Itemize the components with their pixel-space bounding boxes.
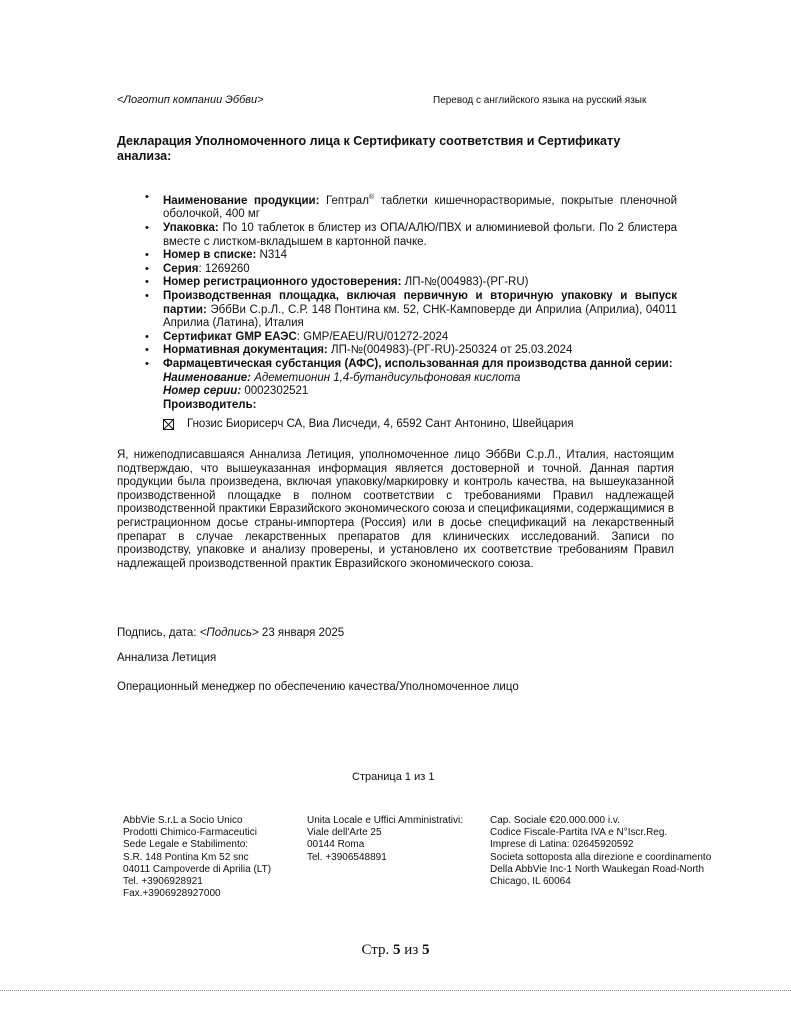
logo-placeholder: <Логотип компании Эббви>	[117, 94, 264, 106]
footer-line: AbbVie S.r.L a Socio Unico	[123, 815, 243, 826]
footer-line: Fax.+3906928927000	[123, 888, 221, 900]
footer-line: Societa sottoposta alla direzione e coordinamento	[490, 851, 712, 863]
footer-line: Codice Fiscale-Partita IVA e N°Iscr.Reg.	[490, 827, 668, 839]
list-item	[134, 358, 677, 372]
list-item	[134, 249, 677, 263]
api-name-label: Наименование:	[163, 371, 251, 384]
footer-column-company	[123, 815, 271, 900]
item-text: По 10 таблеток в блистер из ОПА/АЛЮ/ПВХ и алюминиевой фольги. По 2 блистера вместе с листком-вкладышем в картонной пачке.	[163, 222, 677, 248]
signer-role: Операционный менеджер по обеспечению качества/Уполномоченное лицо	[117, 681, 519, 693]
signature-placeholder: <Подпись>	[199, 627, 259, 639]
footer-column-legal	[490, 815, 711, 888]
api-manufacturer-label: Производитель:	[163, 398, 257, 411]
signature-label: Подпись, дата:	[117, 627, 200, 639]
footer-line: Chicago, IL 60064	[490, 876, 571, 888]
footer-line: Viale dell'Arte 25	[307, 827, 382, 839]
item-label: Серия	[163, 262, 199, 275]
item-label: Сертификат GMP ЕАЭС	[163, 330, 297, 343]
page-count: Страница 1 из 1	[352, 771, 435, 783]
checked-box-icon	[163, 419, 174, 430]
item-text: таблетки кишечнорастворимые, покрытые пленочной оболочкой, 400 мг	[163, 194, 678, 221]
footer-line: Unita Locale e Uffici Amministrativi:	[307, 815, 463, 826]
list-item	[134, 263, 677, 277]
footer-line: Tel. +3906928921	[123, 876, 203, 888]
signature-line	[117, 627, 344, 641]
footer-column-offices	[307, 815, 463, 864]
page-break-line	[0, 990, 791, 991]
item-text: ЭббВи С.р.Л., С.Р. 148 Понтина км. 52, СНК-Камповерде ди Априлиа (Априлиа), 04011 Априлиа (Латина), Италия	[163, 303, 677, 330]
manufacturer-row	[163, 418, 574, 432]
footer-line: Prodotti Chimico-Farmaceutici	[123, 827, 257, 839]
api-name-row	[134, 372, 677, 386]
api-batch-value: 0002302521	[241, 385, 309, 398]
item-text: ЛП-№(004983)-(РГ-RU)-250324 от 25.03.2024	[327, 344, 573, 357]
footer-line: Della AbbVie Inc-1 North Waukegan Road-North	[490, 863, 705, 875]
registered-mark: ®	[368, 194, 375, 201]
item-label: Производственная площадка, включая первичную и вторичную упаковку и выпуск партии:	[163, 289, 677, 316]
footer-line: S.R. 148 Pontina Km 52 snc	[123, 851, 249, 863]
page-number-current: 5	[393, 942, 401, 958]
manufacturer-name: Гнозис Биорисерч СА, Виа Лисчеди, 4, 6592 Сант Антонино, Швейцария	[187, 418, 574, 430]
item-text: : GMP/EAEU/RU/01272-2024	[296, 330, 449, 343]
list-item	[134, 344, 677, 358]
item-text: N314	[256, 249, 288, 262]
item-text: Гептрал	[319, 194, 369, 207]
page-number-total: 5	[422, 942, 430, 958]
list-item	[134, 290, 677, 331]
item-label: Наименование продукции:	[163, 194, 320, 207]
api-name-value: Адеметионин 1,4-бутандисульфоновая кислота	[251, 371, 521, 384]
signature-date: 23 января 2025	[258, 627, 345, 639]
footer-line: 00144 Roma	[307, 839, 365, 851]
item-label: Упаковка:	[163, 222, 219, 235]
translation-note: Перевод с английского языка на русский язык	[433, 95, 647, 106]
api-batch-label: Номер серии:	[163, 385, 242, 398]
list-item	[134, 276, 677, 290]
declaration-statement: Я, нижеподписавшаяся Аннализа Летиция, уполномоченное лицо ЭббВи С.р.Л., Италия, настоящим подтверждаю, что вышеуказанная информация является достоверной и точной. Данная партия продукции была произведена, включая упаковку/маркировку и контроль качества, на вышеуказанной производственной площадке в полном соответствии с требованиями Правил надлежащей производственной практики Евразийского экономического союза и спецификациями, содержащимися в регистрационном досье страны-импортера (Россия) или в досье спецификаций на лекарственный препарат в случае лекарственных препаратов для клинических исследований. Записи по производству, упаковке и анализу проверены, и установлено их соответствие требованиям Правил надлежащей производственной практик Евразийского экономического союза.	[117, 449, 674, 570]
item-label: Номер в списке:	[163, 249, 257, 262]
api-batch-row	[134, 385, 677, 399]
item-text: : 1269260	[198, 262, 250, 275]
page-number-middle: из	[400, 942, 422, 958]
footer-line: Imprese di Latina: 02645920592	[490, 839, 634, 851]
page-number	[0, 944, 791, 958]
signer-name: Аннализа Летиция	[117, 652, 217, 664]
page-number-prefix: Стр.	[361, 942, 394, 958]
list-item	[134, 191, 677, 222]
footer-line: Sede Legale e Stabilimento:	[123, 839, 249, 851]
item-label: Нормативная документация:	[163, 344, 328, 357]
item-label: Номер регистрационного удостоверения:	[163, 276, 402, 289]
list-item	[134, 222, 677, 249]
document-title: Декларация Уполномоченного лица к Сертификату соответствия и Сертификату анализа:	[117, 134, 621, 163]
footer-line: Cap. Sociale €20.000.000 i.v.	[490, 815, 620, 826]
footer-line: Tel. +3906548891	[307, 851, 387, 863]
list-item	[134, 331, 677, 345]
item-text: ЛП-№(004983)-(РГ-RU)	[401, 276, 529, 289]
footer-line: 04011 Campoverde di Aprilia (LT)	[123, 863, 272, 875]
product-details-list	[134, 191, 677, 412]
api-label: Фармацевтическая субстанция (АФС), использованная для производства данной серии:	[163, 357, 673, 370]
